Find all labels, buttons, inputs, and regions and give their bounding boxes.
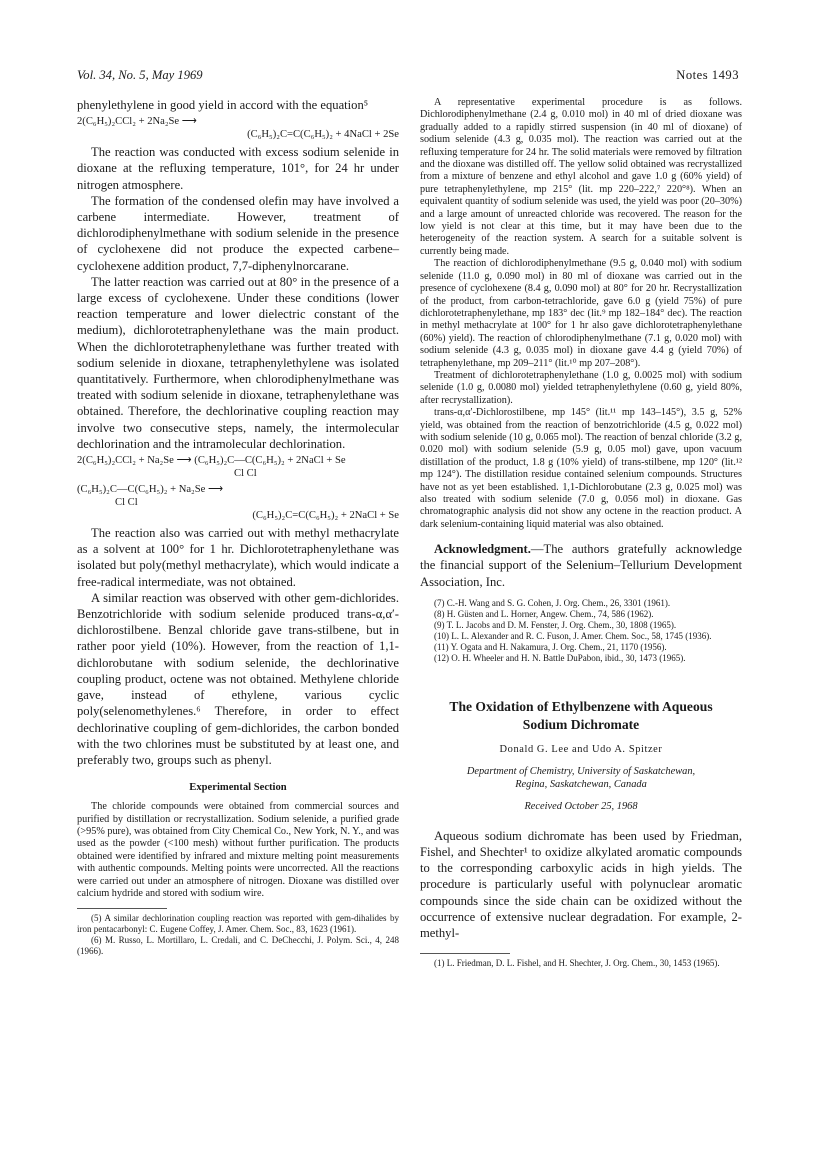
paragraph: phenylethylene in good yield in accord with the equation⁵ xyxy=(77,98,369,112)
paragraph: A representative experimental procedure is as follows. Dichlorodiphenylmethane (2.4 g, 0.010 mol) in 40 ml of dried dioxane was gradually added to a rapidly stirred suspension (in 40 ml of dioxane) of sodium selenide (4.3 g, 0.035 mol). The reaction was carried out at the refluxing temperature for 24 hr. The solid materials were removed by filtration and the dioxane was distilled off. The yellow solid obtained was recrystallized from a mixture of benzene and ethyl alcohol and gave 1.0 g (60% yield) of pure tetraphenylethylene, mp 215° (lit. mp 220–222,⁷ 220°⁸). When an equivalent quantity of sodium selenide was used, the yield was poor (20–30%) and a large amount of unreacted chloride was recovered. The reason for the low yield is not clear at this time, but it may have been due to the heterogeneity of the reaction system. A search for a suitable solvent is currently being made. xyxy=(420,97,742,257)
article-title-line: The Oxidation of Ethylbenzene with Aqueous xyxy=(449,698,713,714)
paragraph: The reaction also was carried out with methyl methacrylate as a solvent at 100° for 1 hr. Dichlorotetraphenylethane was isolated but poly(methyl methacrylate), which would indicate a free-radical intermediate, was not obtained. xyxy=(77,526,399,589)
affiliation-line: Department of Chemistry, University of Saskatchewan, xyxy=(466,765,696,777)
equation-line: 2(C₆H₅)₂CCl₂ + 2Na₂Se ⟶ xyxy=(77,116,197,128)
received-date: Received October 25, 1968 xyxy=(524,800,638,812)
equation-line: Cl Cl xyxy=(115,497,138,509)
equation-3 xyxy=(77,483,399,522)
footnote: (10) L. L. Alexander and R. C. Fuson, J. Amer. Chem. Soc., 58, 1745 (1936). xyxy=(434,630,712,641)
left-column xyxy=(77,97,399,957)
footnote: (12) O. H. Wheeler and H. N. Battle DuPabon, ibid., 30, 1473 (1965). xyxy=(434,652,686,663)
acknowledgment-text: —The authors gratefully acknowledge the financial support of the Selenium–Tellurium Development Association, Inc. xyxy=(420,542,742,589)
acknowledgment xyxy=(420,541,742,590)
equation-line: 2(C₆H₅)₂CCl₂ + Na₂Se ⟶ (C₆H₅)₂C—C(C₆H₅)₂ + 2NaCl + Se xyxy=(77,455,346,467)
equation-line: (C₆H₅)₂C=C(C₆H₅)₂ + 4NaCl + 2Se xyxy=(247,129,399,141)
running-header-right: Notes 1493 xyxy=(676,68,739,82)
paragraph: A similar reaction was observed with other gem-dichlorides. Benzotrichloride with sodium selenide produced trans-α,α′-dichlorostilbene. Benzal chloride gave trans-stilbene, but in rather poor yield (10%). However, from the reaction of 1,1-dichlorobutane with sodium selenide, the dechlorinative coupling product, octene was not obtained. Methylene chloride gave, instead of ethylene, various cyclic poly(selenomethylenes.⁶ Therefore, in order to effect dechlorinative coupling of gem-dichlorides, the carbon bonded with the two chlorines must be substituted by at least one, and preferably two, groups such as phenyl. xyxy=(77,590,399,767)
equation-line: (C₆H₅)₂C—C(C₆H₅)₂ + Na₂Se ⟶ xyxy=(77,484,224,496)
footnote: (7) C.-H. Wang and S. G. Cohen, J. Org. Chem., 26, 3301 (1961). xyxy=(434,597,671,608)
footnote: (6) M. Russo, L. Mortillaro, L. Credali, and C. DeChecchi, J. Polym. Sci., 4, 248 (1966). xyxy=(77,935,399,957)
footnote-rule xyxy=(77,908,167,909)
acknowledgment-label: Acknowledgment. xyxy=(434,542,531,557)
footnote: (1) L. Friedman, D. L. Fishel, and H. Shechter, J. Org. Chem., 30, 1453 (1965). xyxy=(434,958,720,969)
paragraph: trans-α,α′-Dichlorostilbene, mp 145° (lit.¹¹ mp 143–145°), 3.5 g, 52% yield, was obtained from the reaction of benzotrichloride (4.5 g, 0.022 mol) with sodium selenide (10 g, 0.065 mol). The reaction of benzal chloride (3.2 g, 0.020 mol) with sodium selenide (5.9 g, 0.05 mol) gave, upon vacuum distillation of the product, 1.8 g (10% yield) of trans-stilbene, mp 120° (lit.¹² mp 124°). The distillation residue contained selenium compounds. Structures have not as yet been established. 1,1-Dichlorobutane (2.3 g, 0.025 mol) was also treated with sodium selenide (7.0 g, 0.056 mol) in dioxane. Gas chromatographic analysis did not show any octene in the reaction product. A dark selenium-containing liquid material was also obtained. xyxy=(420,407,742,530)
article-title xyxy=(420,698,742,734)
equation-2 xyxy=(77,454,399,480)
paragraph: The formation of the condensed olefin may have involved a carbene intermediate. However, treatment of dichlorodiphenylmethane with sodium selenide in the presence of cyclohexene did not produce the expected carbene–cyclohexene addition product, 7,7-diphenylnorcarane. xyxy=(77,193,399,273)
equation-1 xyxy=(77,115,399,141)
authors: Donald G. Lee and Udo A. Spitzer xyxy=(499,743,663,755)
paragraph: The chloride compounds were obtained from commercial sources and purified by distillation or recrystallization. Sodium selenide, a purified grade (>95% pure), was obtained from City Chemical Co., New York, N. Y., and was used as the powder (<100 mesh) without further purification. The products obtained were identified by infrared and mixture melting point measurements with authentic compounds. Melting points were uncorrected. All the reactions were carried out under an atmosphere of nitrogen. Dioxane was distilled over calcium hydride and stored with sodium wire. xyxy=(77,801,399,899)
footnote-rule xyxy=(420,953,510,954)
footnote: (5) A similar dechlorination coupling reaction was reported with gem-dihalides by iron pentacarbonyl: C. Eugene Coffey, J. Amer. Chem. Soc., 83, 1623 (1961). xyxy=(77,913,399,935)
section-heading: Experimental Section xyxy=(189,782,287,794)
footnote: (11) Y. Ogata and H. Nakamura, J. Org. Chem., 21, 1170 (1956). xyxy=(434,641,667,652)
article-title-line: Sodium Dichromate xyxy=(522,716,640,732)
equation-line: Cl Cl xyxy=(234,468,257,480)
right-column xyxy=(420,97,742,969)
paragraph: The reaction of dichlorodiphenylmethane (9.5 g, 0.040 mol) with sodium selenide (11.0 g, 0.090 mol) in 80 ml of dioxane was carried out in the presence of cyclohexene (8.4 g, 0.090 mol) at 80° for 20 hr. Recrystallization of the product, from carbon-tetrachloride, gave 6.0 g (yield 75%) of pure dichlorotetraphenylethane, mp 183° dec (lit.⁹ mp 182–184° dec). The reaction in methyl methacrylate at 100° for 1 hr also gave dichlorotetraphenylethane (60%) yield). The reaction of chlorodiphenylmethane (7.1 g, 0.020 mol) with sodium selenide (4.3 g, 0.035 mol) in dioxane gave 4.4 g (yield 70%) of tetraphenylethane, mp 209–211° (lit.¹⁰ mp 207–208°). xyxy=(420,258,742,369)
paragraph: The latter reaction was carried out at 80° in the presence of a large excess of cyclohexene. Under these conditions (lower reaction temperature and lower dielectric constant of the medium), dichlorotetraphenylethane was the main product. When the dichlorotetraphenylethane was further treated with sodium selenide in dioxane, tetraphenylethylene was isolated quantitatively. Furthermore, when chlorodiphenylmethane was treated with sodium selenide in dioxane, tetraphenylethane was obtained. Therefore, the dechlorinative coupling reaction may involve two consecutive steps, namely, the intermolecular dechlorination and the intramolecular dechlorination. xyxy=(77,274,399,451)
footnote: (8) H. Güsten and L. Horner, Angew. Chem., 74, 586 (1962). xyxy=(434,608,654,619)
affiliation xyxy=(420,765,742,791)
paragraph: Aqueous sodium dichromate has been used by Friedman, Fishel, and Shechter¹ to oxidize alkylated aromatic compounds to the corresponding carboxylic acids in high yields. The procedure is particularly useful with polynuclear aromatic compounds since the side chain can be oxidized without the occurrence of extensive nuclear degradation. For example, 2-methyl- xyxy=(420,828,742,941)
affiliation-line: Regina, Saskatchewan, Canada xyxy=(515,778,647,790)
paragraph: Treatment of dichlorotetraphenylethane (1.0 g, 0.0025 mol) with sodium selenide (1.0 g, 0.0080 mol) yielded tetraphenylethylene (0.60 g, yield 80%, after recrystallization). xyxy=(420,369,742,406)
equation-line: (C₆H₅)₂C=C(C₆H₅)₂ + 2NaCl + Se xyxy=(252,510,399,522)
paragraph: The reaction was conducted with excess sodium selenide in dioxane at the refluxing temperature, 101°, for 24 hr under nitrogen atmosphere. xyxy=(77,145,399,192)
running-header-left: Vol. 34, No. 5, May 1969 xyxy=(77,68,203,82)
footnote: (9) T. L. Jacobs and D. M. Fenster, J. Org. Chem., 30, 1808 (1965). xyxy=(434,619,677,630)
